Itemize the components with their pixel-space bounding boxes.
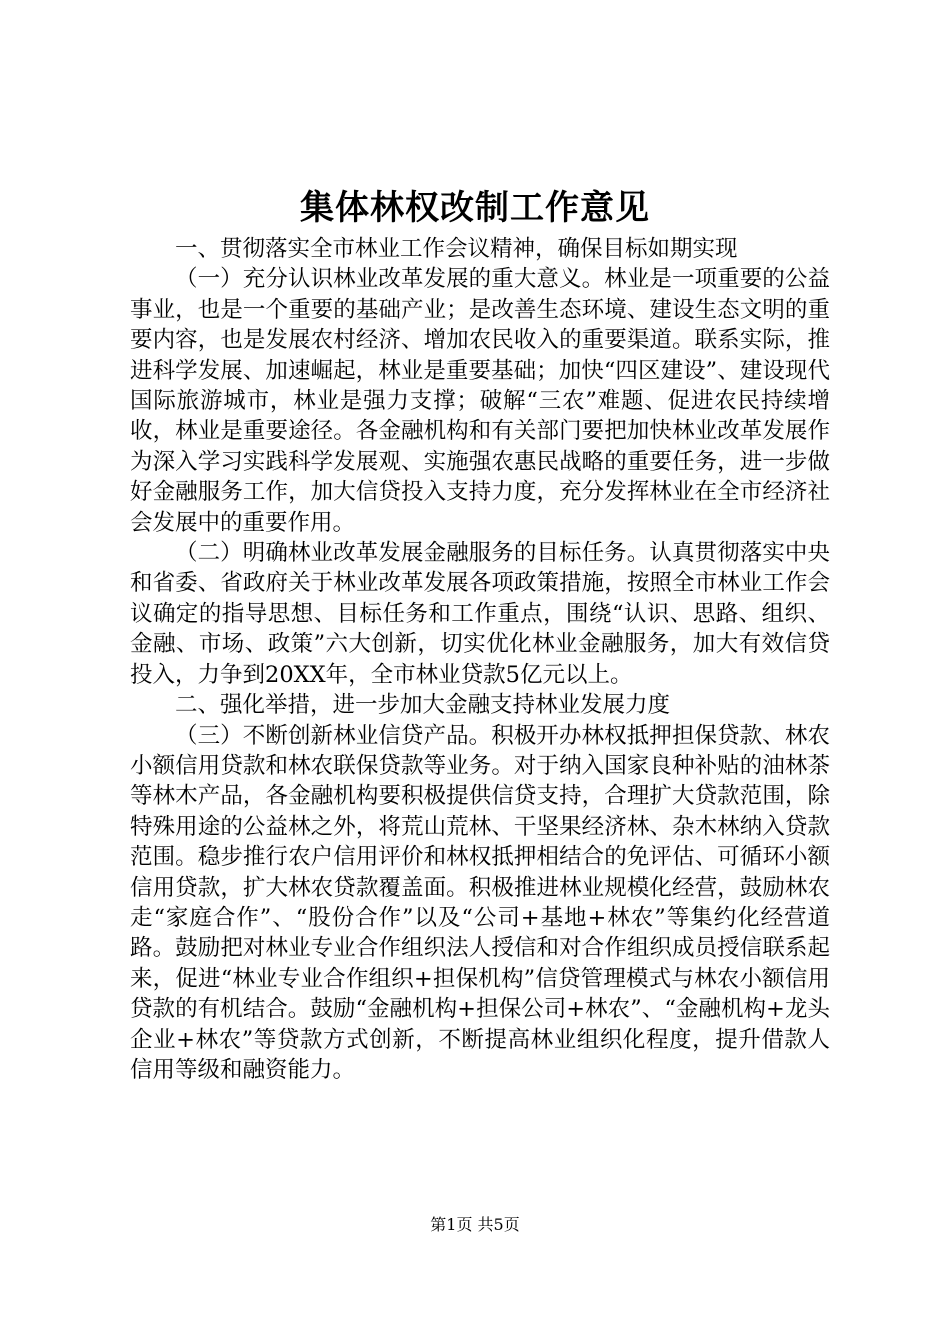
paragraph-3: （三）不断创新林业信贷产品。积极开办林权抵押担保贷款、林农小额信用贷款和林农联保贷款等业务。对于纳入国家良种补贴的油林茶等林木产品，各金融机构要积极提供信贷支持，合理扩大贷款范围，除特殊用途的公益林之外，将荒山荒林、干坚果经济林、杂木林纳入贷款范围。稳步推行农户信用评价和林权抵押相结合的免评估、可循环小额信用贷款，扩大林农贷款覆盖面。积极推进林业规模化经营，鼓励林农走“家庭合作”、“股份合作”以及“公司+基地+林农”等集约化经营道路。鼓励把对林业专业合作组织法人授信和对合作组织成员授信联系起来，促进“林业专业合作组织+担保机构”信贷管理模式与林农小额信用贷款的有机结合。鼓励“金融机构+担保公司+林农”、“金融机构+龙头企业+林农”等贷款方式创新，不断提高林业组织化程度，提升借款人信用等级和融资能力。 <box>130 722 830 1083</box>
paragraph-1: （一）充分认识林业改革发展的重大意义。林业是一项重要的公益事业，也是一个重要的基础产业；是改善生态环境、建设生态文明的重要内容，也是发展农村经济、增加农民收入的重要渠道。联系实际，推进科学发展、加速崛起，林业是重要基础；加快“四区建设”、建设现代国际旅游城市，林业是强力支撑；破解“三农”难题、促进农民持续增收，林业是重要途径。各金融机构和有关部门要把加快林业改革发展作为深入学习实践科学发展观、实施强农惠民战略的重要任务，进一步做好金融服务工作，加大信贷投入支持力度，充分发挥林业在全市经济社会发展中的重要作用。 <box>130 266 830 536</box>
document-body <box>130 234 830 1085</box>
document-title: 集体林权改制工作意见 <box>300 188 650 228</box>
page-footer: 第1页 共5页 <box>430 1215 520 1234</box>
section-heading-2: 二、强化举措，进一步加大金融支持林业发展力度 <box>175 692 671 719</box>
paragraph-2: （二）明确林业改革发展金融服务的目标任务。认真贯彻落实中央和省委、省政府关于林业改革发展各项政策措施，按照全市林业工作会议确定的指导思想、目标任务和工作重点，围绕“认识、思路、组织、金融、市场、政策”六大创新，切实优化林业金融服务，加大有效信贷投入，力争到20XX年，全市林业贷款5亿元以上。 <box>130 540 830 688</box>
section-heading-1: 一、贯彻落实全市林业工作会议精神，确保目标如期实现 <box>175 236 738 262</box>
